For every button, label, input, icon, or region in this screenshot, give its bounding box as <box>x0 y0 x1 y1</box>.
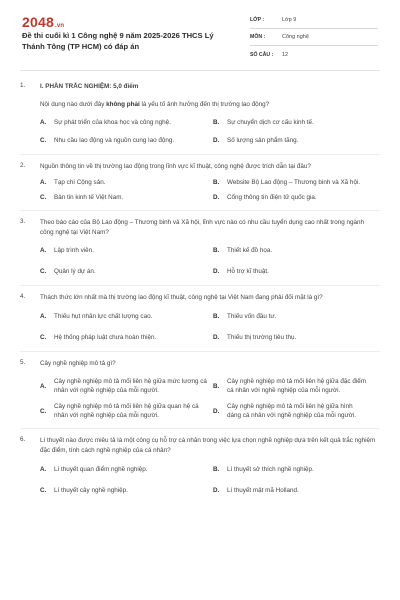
meta-value: Công nghệ <box>282 34 309 40</box>
option-letter: C. <box>40 194 47 201</box>
option-a[interactable] <box>40 246 213 255</box>
option-text: Cổng thông tin điện tử quốc gia. <box>227 194 317 201</box>
option-b[interactable] <box>213 465 373 474</box>
option-text: Quản lý dự án. <box>54 268 96 275</box>
option-text: Thiếu thị trường tiêu thụ. <box>227 334 297 341</box>
meta-row-count <box>250 46 378 63</box>
option-letter: C. <box>40 487 47 494</box>
option-a[interactable] <box>40 118 213 127</box>
option-text: Thiếu vốn đầu tư. <box>227 313 277 320</box>
meta-value: Lớp 9 <box>282 17 297 23</box>
option-letter: C. <box>40 137 47 144</box>
section-title: I. PHẦN TRẮC NGHIỆM: 5,0 điểm <box>40 83 139 90</box>
option-letter: C. <box>40 268 47 275</box>
meta-table <box>250 12 378 63</box>
option-c[interactable] <box>40 267 213 276</box>
option-a[interactable] <box>40 465 213 474</box>
option-letter: A. <box>40 247 47 254</box>
question-text <box>40 100 378 110</box>
question-separator <box>20 210 380 211</box>
option-letter: D. <box>213 487 220 494</box>
question-number: 4. <box>20 293 26 300</box>
document-title: Đề thi cuối kì 1 Công nghệ 9 năm 2025-2026 THCS Lý Thánh Tông (TP HCM) có đáp án <box>22 31 214 51</box>
option-text: Website Bộ Lao động – Thương binh và Xã hội. <box>227 179 361 186</box>
question-text: Lí thuyết nào được miêu tả là một công cụ hỗ trợ cá nhân trong việc lựa chọn nghề nghiệp dựa trên kết quả trắc nghiệm đặc điểm, tính cách nghề nghiệp của cá nhân? <box>40 437 376 454</box>
option-letter: A. <box>40 382 47 390</box>
meta-label: LỚP : <box>250 17 265 23</box>
option-d[interactable] <box>213 402 373 420</box>
option-letter: A. <box>40 179 47 186</box>
option-text: Lập trình viên. <box>54 247 94 254</box>
question-separator <box>20 428 380 429</box>
option-text: Cây nghề nghiệp mô tả mối liên hệ giữa đặc điểm cá nhân với nghề nghiệp của mỗi người. <box>227 378 366 394</box>
question-number: 6. <box>20 436 26 443</box>
option-letter: B. <box>213 179 220 186</box>
option-text: Cây nghề nghiệp mô tả mối liên hệ giữa hình dáng cá nhân với nghề nghiệp của mỗi người. <box>227 403 357 419</box>
option-text: Thiết kế đồ họa. <box>227 247 273 254</box>
logo-main: 2048 <box>22 14 54 30</box>
question-number: 1. <box>20 82 26 89</box>
question-text-part: Nội dung nào dưới đây <box>40 101 107 108</box>
option-d[interactable] <box>213 486 373 495</box>
option-b[interactable] <box>213 377 373 395</box>
option-b[interactable] <box>213 312 373 321</box>
option-c[interactable] <box>40 193 213 202</box>
header-divider <box>20 70 380 71</box>
option-b[interactable] <box>213 118 373 127</box>
question-text-bold: không phải <box>106 101 140 108</box>
question-6 <box>0 436 400 495</box>
option-d[interactable] <box>213 333 373 342</box>
option-letter: D. <box>213 137 220 144</box>
option-d[interactable] <box>213 267 373 276</box>
question-list <box>0 78 400 495</box>
option-b[interactable] <box>213 178 373 187</box>
option-letter: B. <box>213 313 220 320</box>
option-a[interactable] <box>40 377 213 395</box>
option-b[interactable] <box>213 246 373 255</box>
option-letter: A. <box>40 313 47 320</box>
option-letter: D. <box>213 268 220 275</box>
options-grid <box>40 465 378 495</box>
question-number: 5. <box>20 359 26 366</box>
option-letter: B. <box>213 247 220 254</box>
option-text: Nhu cầu lao động và nguồn cung lao động. <box>54 137 175 144</box>
question-text: Thách thức lớn nhất mà thị trường lao động kĩ thuật, công nghệ tại Việt Nam đang phải đối mặt là gì? <box>40 294 323 301</box>
option-c[interactable] <box>40 402 213 420</box>
option-letter: B. <box>213 466 220 473</box>
question-text: Nguồn thông tin về thị trường lao động trong lĩnh vực kĩ thuật, công nghệ được trích dẫn tại đâu? <box>40 163 311 170</box>
option-d[interactable] <box>213 136 373 145</box>
option-letter: A. <box>40 119 47 126</box>
option-text: Sự chuyển dịch cơ cấu kinh tế. <box>227 119 314 126</box>
option-text: Sự phát triển của khoa học và công nghệ. <box>54 119 171 126</box>
meta-row-subject <box>250 29 378 46</box>
options-grid <box>40 118 378 145</box>
option-text: Số lượng sản phẩm tăng. <box>227 137 299 144</box>
option-c[interactable] <box>40 136 213 145</box>
question-number: 3. <box>20 218 26 225</box>
option-a[interactable] <box>40 312 213 321</box>
option-c[interactable] <box>40 486 213 495</box>
option-text: Lí thuyết quan điểm nghề nghiệp. <box>54 466 148 473</box>
option-letter: A. <box>40 466 47 473</box>
option-text: Hỗ trợ kĩ thuật. <box>227 268 269 275</box>
question-separator <box>20 285 380 286</box>
question-separator <box>20 351 380 352</box>
option-letter: D. <box>213 194 220 201</box>
option-text: Cây nghề nghiệp mô tả mối liên hệ giữa quan hệ cá nhân với nghề nghiệp của mỗi người. <box>54 403 199 419</box>
option-text: Lí thuyết mật mã Holland. <box>227 487 299 494</box>
question-text: Cây nghề nghiệp mô tả gì? <box>40 360 116 367</box>
option-text: Thiếu hụt nhân lực chất lượng cao. <box>54 313 153 320</box>
option-letter: B. <box>213 382 220 390</box>
option-letter: B. <box>213 119 220 126</box>
meta-label: SỐ CÂU : <box>250 51 274 58</box>
option-letter: C. <box>40 334 47 341</box>
option-d[interactable] <box>213 193 373 202</box>
option-text: Lí thuyết cây nghề nghiệp. <box>54 487 128 494</box>
options-grid <box>40 246 378 276</box>
question-2 <box>0 162 400 202</box>
site-logo[interactable] <box>22 14 64 30</box>
meta-value: 12 <box>282 51 289 58</box>
option-letter: D. <box>213 334 220 341</box>
document-header <box>0 0 400 70</box>
logo-tld: .vn <box>54 23 65 29</box>
question-3 <box>0 218 400 276</box>
option-text: Lí thuyết sở thích nghề nghiệp. <box>227 466 314 473</box>
option-text: Tạp chí Cộng sản. <box>54 179 106 186</box>
option-letter: D. <box>213 407 220 415</box>
question-1 <box>0 78 400 145</box>
question-5 <box>0 359 400 420</box>
option-text: Cây nghề nghiệp mô tả mối liên hệ giữa mức lương cá nhân với nghề nghiệp của mỗi người. <box>54 378 207 394</box>
options-grid <box>40 312 378 342</box>
option-c[interactable] <box>40 333 213 342</box>
question-text-part: là yếu tố ảnh hưởng đến thị trường lao động? <box>139 101 270 108</box>
options-grid <box>40 377 378 420</box>
option-text: Bản tin kinh tế Việt Nam. <box>54 194 124 201</box>
question-number: 2. <box>20 162 26 169</box>
question-text: Theo báo cáo của Bộ Lao động – Thương binh và Xã hội, lĩnh vực nào có nhu cầu tuyển dụng cao nhất trong ngành công nghệ tại Việt Nam? <box>40 219 365 236</box>
meta-label: MÔN : <box>250 34 266 40</box>
question-4 <box>0 293 400 342</box>
option-text: Hệ thống pháp luật chưa hoàn thiện. <box>54 334 157 341</box>
meta-row-class <box>250 12 378 29</box>
options-grid <box>40 178 378 202</box>
option-a[interactable] <box>40 178 213 187</box>
question-separator <box>20 154 380 155</box>
option-letter: C. <box>40 407 47 415</box>
